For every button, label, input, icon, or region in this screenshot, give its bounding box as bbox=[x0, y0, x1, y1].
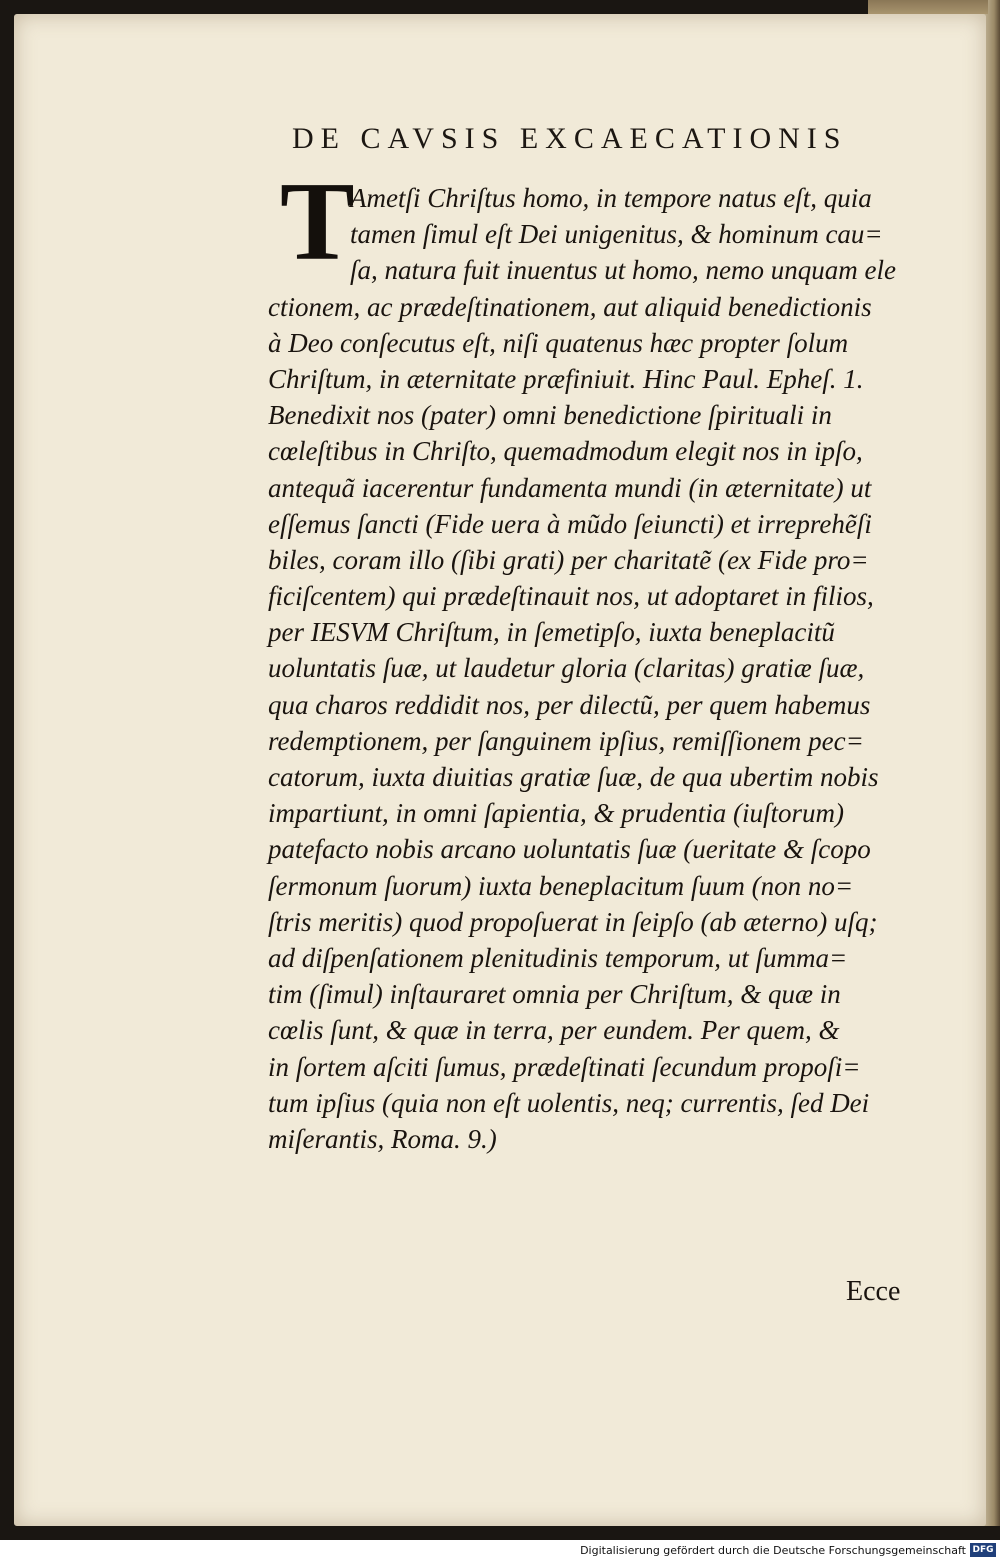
text-line: Chriſtum, in æternitate præfiniuit. Hinc Paul. Epheſ. 1. bbox=[268, 363, 864, 394]
text-line: eſſemus ſancti (Fide uera à mũdo ſeiuncti) et irreprehẽſi bbox=[268, 508, 872, 539]
text-line: ſermonum ſuorum) iuxta beneplacitum ſuum (non no= bbox=[268, 870, 854, 901]
text-line: per IESVM Chriſtum, in ſemetipſo, iuxta beneplacitũ bbox=[268, 617, 835, 648]
text-line: ad diſpenſationem plenitudinis temporum, ut ſumma= bbox=[268, 942, 848, 973]
digitization-footer bbox=[0, 1540, 1000, 1561]
text-line: uoluntatis ſuæ, ut laudetur gloria (claritas) gratiæ ſuæ, bbox=[268, 653, 865, 684]
text-line: biles, coram illo (ſibi grati) per charitatẽ (ex Fide pro= bbox=[268, 544, 869, 575]
text-line: redemptionem, per ſanguinem ipſius, remiſſionem pec= bbox=[268, 725, 864, 756]
running-title: DE CAVSIS EXCAECATIONIS bbox=[292, 122, 848, 155]
text-line: catorum, iuxta diuitias gratiæ ſuæ, de qua ubertim nobis bbox=[268, 762, 879, 792]
footer-credit: Digitalisierung gefördert durch die Deutsche Forschungsgemeinschaft bbox=[580, 1544, 966, 1557]
text-line: patefacto nobis arcano uoluntatis ſuæ (ueritate & ſcopo bbox=[268, 834, 871, 865]
text-line: ficiſcentem) qui prædeſtinauit nos, ut adoptaret in filios, bbox=[268, 581, 874, 612]
text-line: Benedixit nos (pater) omni benedictione ſpirituali in bbox=[268, 400, 832, 431]
text-line: tim (ſimul) inſtauraret omnia per Chriſtum, & quæ in bbox=[268, 979, 841, 1010]
text-line: tum ipſius (quia non eſt uolentis, neq; currentis, ſed Dei bbox=[268, 1087, 870, 1118]
catchword: Ecce bbox=[846, 1276, 901, 1307]
drop-cap: T bbox=[280, 160, 355, 284]
text-line: Ametſi Chriſtus homo, in tempore natus eſt, quia bbox=[350, 183, 872, 213]
text-line: in ſortem aſciti ſumus, prædeſtinati ſecundum propoſi= bbox=[268, 1051, 861, 1082]
dfg-logo-icon: DFG bbox=[970, 1543, 996, 1557]
text-line: ſa, natura fuit inuentus ut homo, nemo unquam ele bbox=[350, 255, 896, 286]
text-line: tamen ſimul eſt Dei unigenitus, & hominum cau= bbox=[350, 219, 883, 250]
text-line: cœlis ſunt, & quæ in terra, per eundem. Per quem, & bbox=[268, 1015, 840, 1046]
text-line: antequã iacerentur fundamenta mundi (in æternitate) ut bbox=[268, 472, 872, 503]
text-line: ſtris meritis) quod propoſuerat in ſeipſo (ab æterno) uſq; bbox=[268, 906, 878, 937]
text-line: ctionem, ac prædeſtinationem, aut aliquid benedictionis bbox=[268, 291, 872, 322]
text-line: à Deo conſecutus eſt, niſi quatenus hæc propter ſolum bbox=[268, 327, 849, 358]
text-line: miſerantis, Roma. 9.) bbox=[268, 1123, 497, 1154]
text-line: cœleſtibus in Chriſto, quemadmodum elegit nos in ipſo, bbox=[268, 436, 863, 467]
text-line: qua charos reddidit nos, per dilectũ, per quem habemus bbox=[268, 689, 871, 720]
text-line: impartiunt, in omni ſapientia, & prudentia (iuſtorum) bbox=[268, 798, 844, 829]
page-edge-sliver bbox=[868, 0, 988, 14]
body-text bbox=[268, 180, 928, 1157]
